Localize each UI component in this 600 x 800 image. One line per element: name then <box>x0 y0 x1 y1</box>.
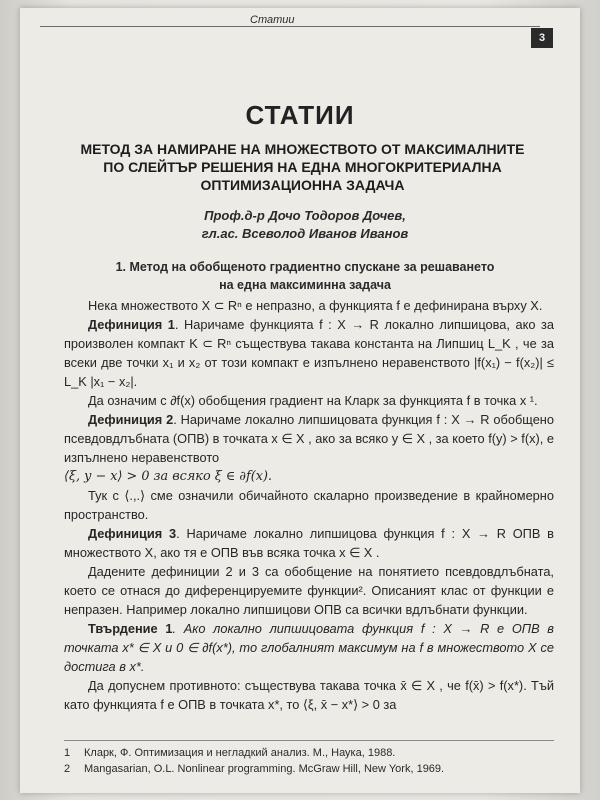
paragraph: Дадените дефиниции 2 и 3 са обобщение на понятието псевдовдлъбната, което се отнася до диференцируемите функции². Описаният клас от функции е непразен. Например локално липшицови ОПВ са всички вдлъбнати функции. <box>64 564 554 617</box>
definition-label: Дефиниция 1 <box>88 317 175 332</box>
definition-label: Дефиниция 3 <box>88 526 177 541</box>
article-body <box>64 296 554 714</box>
definition-label: Дефиниция 2 <box>88 412 174 427</box>
definition-text: . Наричаме локално липшицовата функция f : X → R обобщено псевдовдлъбната (ОПВ) в точката x ∈ X , ако за всяко y ∈ X , за което f(y) > f(x), е изпълнено неравенството <box>64 412 554 465</box>
article-title-line: ПО СЛЕЙТЪР РЕШЕНИЯ НА ЕДНА МНОГОКРИТЕРИАЛНА <box>103 159 502 175</box>
authors <box>80 207 530 243</box>
header-rule <box>40 26 540 27</box>
definition-1 <box>64 315 554 391</box>
page-number: 3 <box>531 28 553 48</box>
article-title-line: МЕТОД ЗА НАМИРАНЕ НА МНОЖЕСТВОТО ОТ МАКСИМАЛНИТЕ <box>80 141 525 157</box>
footnote <box>64 761 554 777</box>
footnote <box>64 745 554 761</box>
footnote-text: Mangasarian, O.L. Nonlinear programming. McGraw Hill, New York, 1969. <box>84 763 445 775</box>
footnote-number: 2 <box>64 763 71 775</box>
section-heading-line: на една максиминна задача <box>219 278 391 292</box>
formula: ⟨ξ, y − x⟩ > 0 за всяко ξ ∈ ∂f(x). <box>64 469 272 484</box>
paragraph: Тук с ⟨.,.⟩ сме означили обичайното скаларно произведение в крайномерно пространство. <box>64 488 554 522</box>
author-line: гл.ас. Всеволод Иванов Иванов <box>201 226 409 241</box>
paragraph: Да допуснем противното: съществува такава точка x̄ ∈ X , че f(x̄) > f(x*). Тъй като функцията f е ОПВ в точката x*, то ⟨ξ, x̄ − x*⟩ > 0 за <box>64 678 554 712</box>
page-title: СТАТИИ <box>245 100 355 130</box>
statement-label: Твърдение 1 <box>88 621 173 636</box>
running-head: Статии <box>250 14 295 26</box>
article-title <box>60 140 545 194</box>
definition-2 <box>64 410 554 467</box>
statement-text: . Ако локално липшицовата функция f : X → R е ОПВ в точката x* ∈ X и 0 ∈ ∂f(x*), то глобалният максимум на f в множеството X се достига в x*. <box>64 621 554 674</box>
definition-3 <box>64 524 554 562</box>
statement-1 <box>64 619 554 676</box>
paragraph: Да означим с ∂f(x) обобщения градиент на Кларк за функцията f в точка x ¹. <box>88 393 538 408</box>
definition-text: . Наричаме локално липшицова функция f : X → R ОПВ в множеството X, ако тя е ОПВ във всяка точка x ∈ X . <box>64 526 554 560</box>
paragraph: Нека множеството X ⊂ Rⁿ е непразно, а функцията f е дефинирана върху X. <box>88 298 543 313</box>
footnotes <box>64 740 554 777</box>
section-heading <box>90 258 520 294</box>
footnote-text: Кларк, Ф. Оптимизация и негладкий анализ. М., Наука, 1988. <box>84 747 396 759</box>
footnote-number: 1 <box>64 747 71 759</box>
article-title-line: ОПТИМИЗАЦИОННА ЗАДАЧА <box>200 177 405 193</box>
author-line: Проф.д-р Дочо Тодоров Дочев, <box>204 208 406 223</box>
definition-text: . Наричаме функцията f : X → R локално липшицова, ако за произволен компакт K ⊂ Rⁿ съществува такава константа на Липшиц L_K , че за всеки две точки x₁ и x₂ от този компакт е изпълнено неравенството |f(x₁) − f(x₂)| ≤ L_K |x₁ − x₂|. <box>64 317 554 389</box>
section-heading-line: 1. Метод на обобщеното градиентно спускане за решаването <box>115 260 495 274</box>
